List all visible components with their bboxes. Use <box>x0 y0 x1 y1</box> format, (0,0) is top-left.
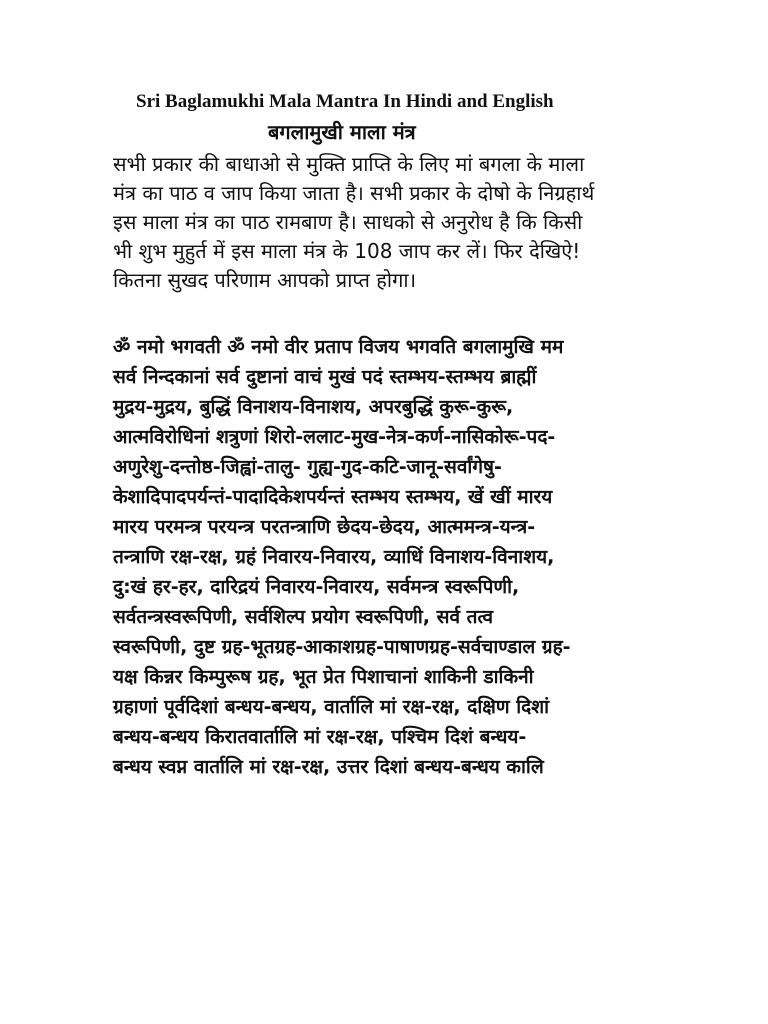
hindi-title: बगलामुखी माला मंत्र <box>268 120 416 144</box>
mantra-text <box>113 332 673 782</box>
intro-line: कितना सुखद परिणाम आपको प्राप्त होगा। <box>113 268 417 292</box>
mantra-line: सर्वतन्त्रस्वरूपिणी, सर्वशिल्प प्रयोग स्वरूपिणी, सर्व तत्व <box>113 606 494 628</box>
mantra-line: अणुरेशु-दन्तोष्ठ-जिह्वां-तालु- गुह्य-गुद-कटि-जानू-सर्वांगेषु- <box>113 456 502 478</box>
mantra-line: बन्धय-बन्धय किरातवार्तालि मां रक्ष-रक्ष, पश्चिम दिशं बन्धय- <box>113 726 527 748</box>
mantra-line: स्वरूपिणी, दुष्ट ग्रह-भूतग्रह-आकाशग्रह-पाषाणग्रह-सर्वचाण्डाल ग्रह- <box>113 636 571 658</box>
intro-line: सभी प्रकार की बाधाओ से मुक्ति प्राप्ति के लिए मां बगला के माला <box>113 152 585 176</box>
mantra-line: तन्त्राणि रक्ष-रक्ष, ग्रहं निवारय-निवारय, व्याधिं विनाशय-विनाशय, <box>113 546 555 568</box>
mantra-line: सर्व निन्दकानां सर्व दुष्टानां वाचं मुखं पदं स्तम्भय-स्तम्भय ब्राह्मीं <box>113 366 537 388</box>
english-title: Sri Baglamukhi Mala Mantra In Hindi and English <box>136 91 554 112</box>
mantra-line: मुद्रय-मुद्रय, बुद्धिं विनाशय-विनाशय, अपरबुद्धिं कुरू-कुरू, <box>113 396 514 418</box>
mantra-line: ॐ नमो भगवती ॐ नमो वीर प्रताप विजय भगवति बगलामुखि मम <box>113 336 564 358</box>
mantra-line: बन्धय स्वप्न वार्तालि मां रक्ष-रक्ष, उत्तर दिशां बन्धय-बन्धय कालि <box>113 756 544 778</box>
mantra-line: मारय परमन्त्र परयन्त्र परतन्त्राणि छेदय-छेदय, आत्ममन्त्र-यन्त्र- <box>113 516 536 538</box>
intro-line: मंत्र का पाठ व जाप किया जाता है। सभी प्रकार के दोषो के निग्रहार्थ <box>113 181 595 205</box>
intro-line: भी शुभ मुहुर्त में इस माला मंत्र के 108 जाप कर लें। फिर देखिऐ! <box>113 239 581 263</box>
mantra-line: दु:खं हर-हर, दारिद्रयं निवारय-निवारय, सर्वमन्त्र स्वरूपिणी, <box>113 576 520 598</box>
mantra-line: यक्ष किन्नर किम्पुरूष ग्रह, भूत प्रेत पिशाचानां शाकिनी डाकिनी <box>113 666 534 688</box>
intro-paragraph <box>113 150 673 295</box>
intro-line: इस माला मंत्र का पाठ रामबाण है। साधको से अनुरोध है कि किसी <box>113 210 583 234</box>
mantra-line: आत्मविरोधिनां शत्रुणां शिरो-ललाट-मुख-नेत्र-कर्ण-नासिकोरू-पद- <box>113 426 556 448</box>
mantra-line: ग्रहाणां पूर्वदिशां बन्धय-बन्धय, वार्तालि मां रक्ष-रक्ष, दक्षिण दिशां <box>113 696 550 718</box>
mantra-line: केशादिपादपर्यन्तं-पादादिकेशपर्यन्तं स्तम्भय स्तम्भय, खें खीं मारय <box>113 486 553 508</box>
